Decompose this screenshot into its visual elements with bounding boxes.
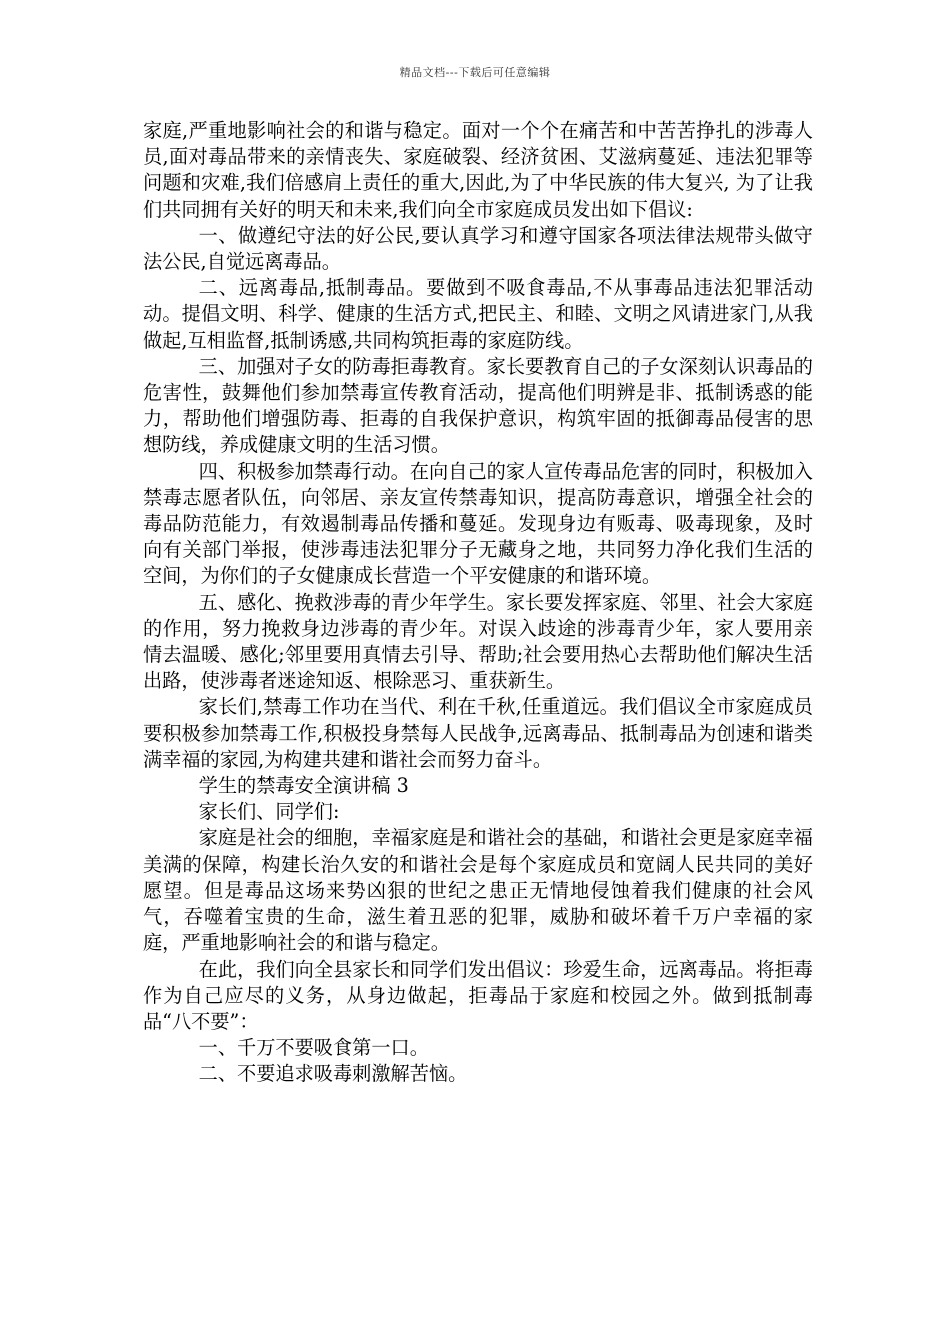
paragraph-2: 一、做遵纪守法的好公民,要认真学习和遵守国家各项法律法规带头做守法公民,自觉远离毒品。 — [143, 223, 813, 274]
paragraph-7: 家长们,禁毒工作功在当代、利在千秋,任重道远。我们倡议全市家庭成员要积极参加禁毒工作,积极投身禁每人民战争,远离毒品、抵制毒品为创速和谐类满幸福的家园,为构建共建和谐社会而努力奋斗。 — [143, 695, 813, 771]
paragraph-4: 三、加强对子女的防毒拒毒教育。家长要教育自己的子女深刻认识毒品的危害性，鼓舞他们参加禁毒宣传教育活动，提高他们明辨是非、抵制诱惑的能力，帮助他们增强防毒、拒毒的自我保护意识，构筑牢固的抵御毒品侵害的思想防线，养成健康文明的生活习惯。 — [143, 354, 813, 457]
paragraph-11: 在此，我们向全县家长和同学们发出倡议：珍爱生命，远离毒品。将拒毒作为自己应尽的义务，从身边做起，拒毒品于家庭和校园之外。做到抵制毒品“八不要”： — [143, 957, 813, 1033]
paragraph-1: 家庭,严重地影响社会的和谐与稳定。面对一个个在痛苦和中苦苦挣扎的涉毒人员,面对毒品带来的亲情丧失、家庭破裂、经济贫困、艾滋病蔓延、违法犯罪等问题和灾难,我们倍感肩上责任的重大,因此,为了中华民族的伟大复兴, 为了让我们共同拥有关好的明天和未来,我们向全市家庭成员发出如下倡议: — [143, 119, 813, 221]
paragraph-6: 五、感化、挽救涉毒的青少年学生。家长要发挥家庭、邻里、社会大家庭的作用，努力挽救身边涉毒的青少年。对误入歧途的涉毒青少年，家人要用亲情去温暖、感化;邻里要用真情去引导、帮助;社会要用热心去帮助他们解决生活出路，使涉毒者迷途知返、根除恶习、重获新生。 — [143, 590, 813, 693]
paragraph-5: 四、积极参加禁毒行动。在向自己的家人宣传毒品危害的同时，积极加入禁毒志愿者队伍，向邻居、亲友宣传禁毒知识，提高防毒意识，增强全社会的毒品防范能力，有效遏制毒品传播和蔓延。发现身边有贩毒、吸毒现象，及时向有关部门举报，使涉毒违法犯罪分子无藏身之地，共同努力净化我们生活的空间，为你们的子女健康成长营造一个平安健康的和谐环境。 — [143, 459, 813, 588]
paragraph-10: 家庭是社会的细胞，幸福家庭是和谐社会的基础，和谐社会更是家庭幸福美满的保障，构建长治久安的和谐社会是每个家庭成员和宽阔人民共同的美好愿望。但是毒品这场来势凶狠的世纪之患正无情地侵蚀着我们健康的社会风气，吞噬着宝贵的生命，滋生着丑恶的犯罪，威胁和破坏着千万户幸福的家庭，严重地影响社会的和谐与稳定。 — [143, 826, 813, 955]
salutation: 家长们、同学们: — [198, 800, 340, 824]
section-title: 学生的禁毒安全演讲稿 3 — [198, 774, 409, 798]
document-body — [143, 118, 813, 1088]
list-item-2: 二、不要追求吸毒刺激解苦恼。 — [198, 1062, 468, 1086]
paragraph-3: 二、远离毒品,抵制毒品。要做到不吸食毒品,不从事毒品违法犯罪活动动。提倡文明、科学、健康的生活方式,把民主、和睦、文明之风请进家门,从我做起,互相监督,抵制诱感,共同构筑拒毒的家庭防线。 — [143, 276, 813, 352]
page-header: 精品文档---下载后可任意编辑 — [399, 66, 551, 79]
list-item-1: 一、千万不要吸食第一口。 — [198, 1036, 429, 1060]
